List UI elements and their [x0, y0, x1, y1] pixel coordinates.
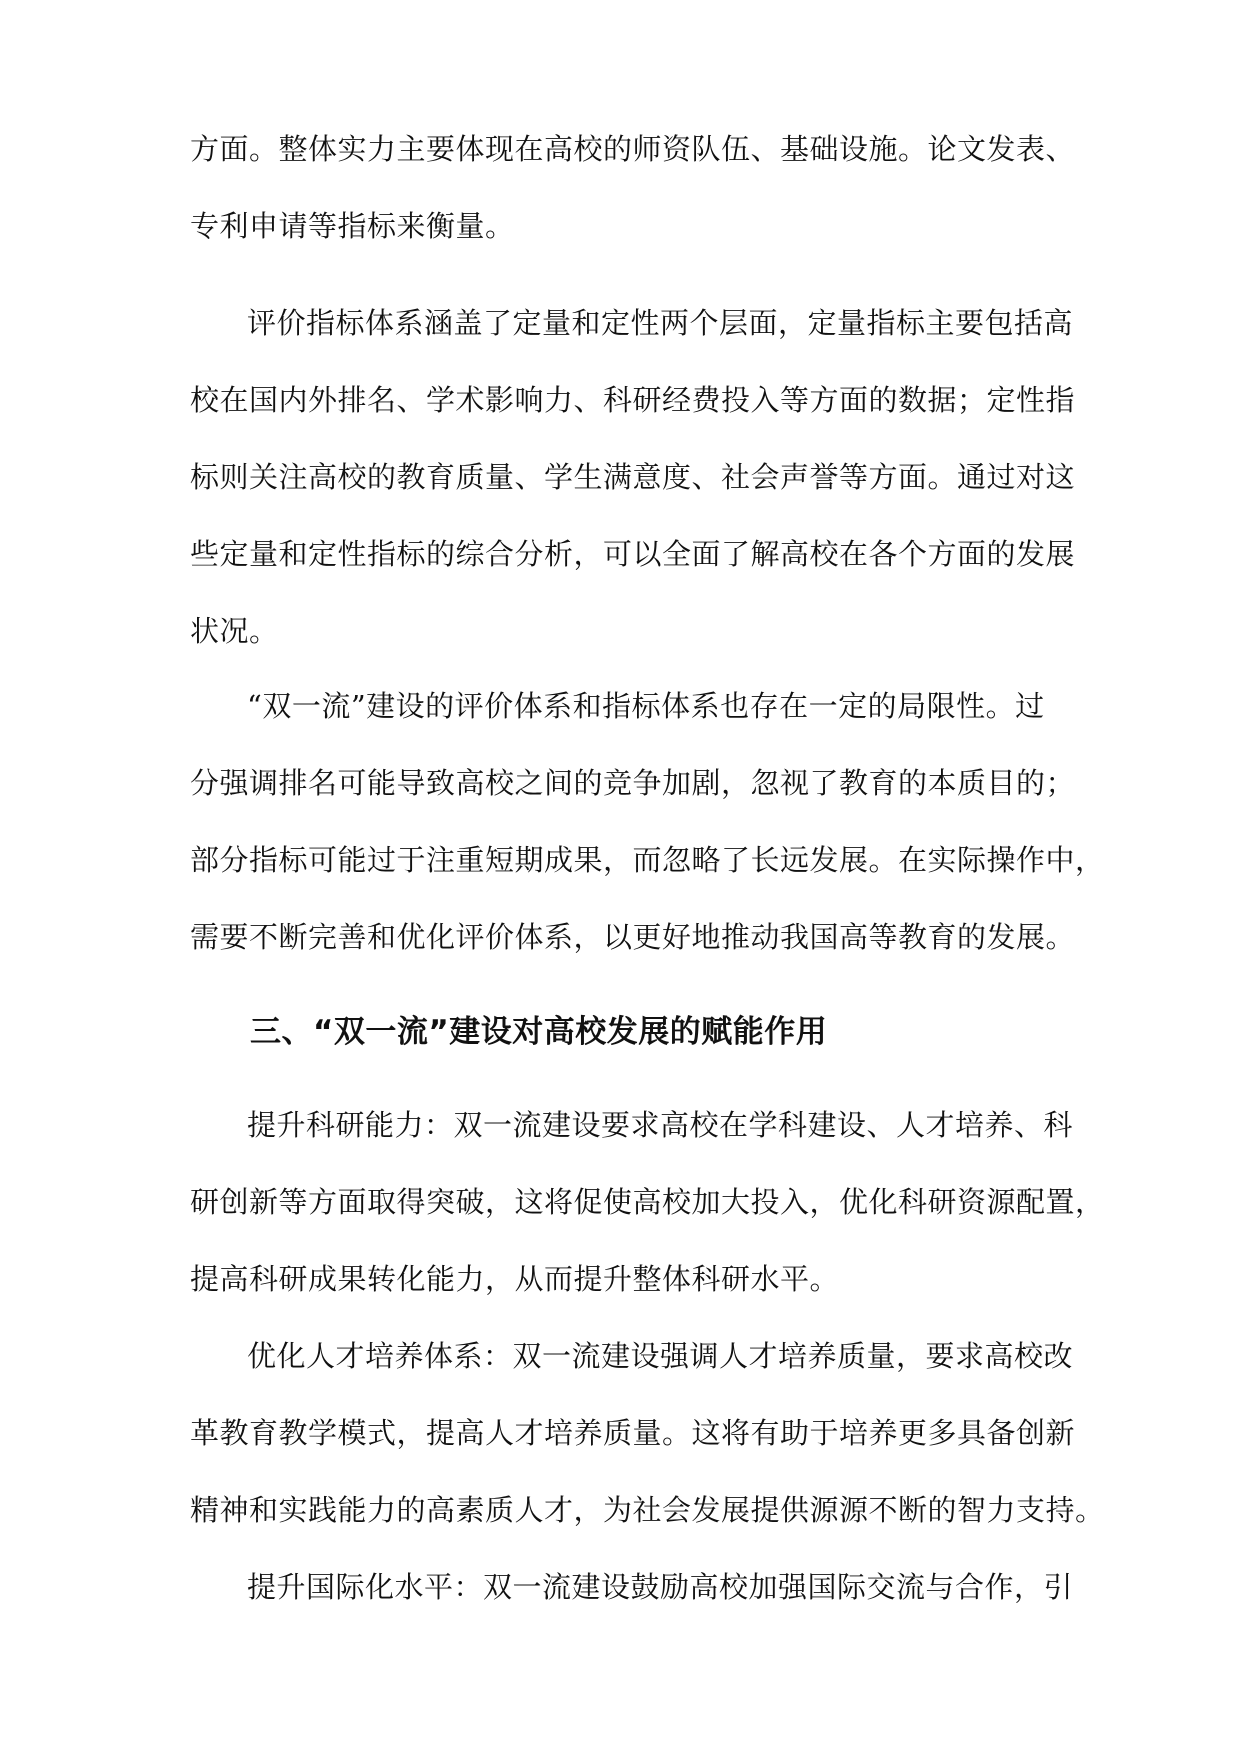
paragraph-2-line-5: 状况。	[190, 614, 279, 648]
section-paragraph-3-line-1: 提升国际化水平：双一流建设鼓励高校加强国际交流与合作，引	[247, 1570, 1074, 1604]
paragraph-3-line-1: “双一流”建设的评价体系和指标体系也存在一定的局限性。过	[247, 689, 1045, 723]
paragraph-1-line-1: 方面。整体实力主要体现在高校的师资队伍、基础设施。论文发表、	[190, 132, 1076, 166]
paragraph-2-line-3: 标则关注高校的教育质量、学生满意度、社会声誉等方面。通过对这	[190, 460, 1076, 494]
section-paragraph-2-line-3: 精神和实践能力的高素质人才，为社会发展提供源源不断的智力支持。	[190, 1493, 1105, 1527]
paragraph-3-line-4: 需要不断完善和优化评价体系，以更好地推动我国高等教育的发展。	[190, 920, 1076, 954]
paragraph-2-line-1: 评价指标体系涵盖了定量和定性两个层面，定量指标主要包括高	[247, 306, 1074, 340]
section-paragraph-2-line-1: 优化人才培养体系：双一流建设强调人才培养质量，要求高校改	[247, 1339, 1074, 1373]
paragraph-3-line-2: 分强调排名可能导致高校之间的竞争加剧，忽视了教育的本质目的；	[190, 766, 1076, 800]
section-heading: 三、“双一流”建设对高校发展的赋能作用	[250, 1014, 828, 1050]
paragraph-2-line-2: 校在国内外排名、学术影响力、科研经费投入等方面的数据；定性指	[190, 383, 1076, 417]
section-paragraph-1-line-1: 提升科研能力：双一流建设要求高校在学科建设、人才培养、科	[247, 1108, 1074, 1142]
section-paragraph-1-line-3: 提高科研成果转化能力，从而提升整体科研水平。	[190, 1262, 840, 1296]
paragraph-2-line-4: 些定量和定性指标的综合分析，可以全面了解高校在各个方面的发展	[190, 537, 1076, 571]
section-paragraph-1-line-2: 研创新等方面取得突破，这将促使高校加大投入，优化科研资源配置，	[190, 1185, 1105, 1219]
paragraph-3-line-3: 部分指标可能过于注重短期成果，而忽略了长远发展。在实际操作中，	[190, 843, 1105, 877]
paragraph-1-line-2: 专利申请等指标来衡量。	[190, 209, 515, 243]
section-paragraph-2-line-2: 革教育教学模式，提高人才培养质量。这将有助于培养更多具备创新	[190, 1416, 1076, 1450]
